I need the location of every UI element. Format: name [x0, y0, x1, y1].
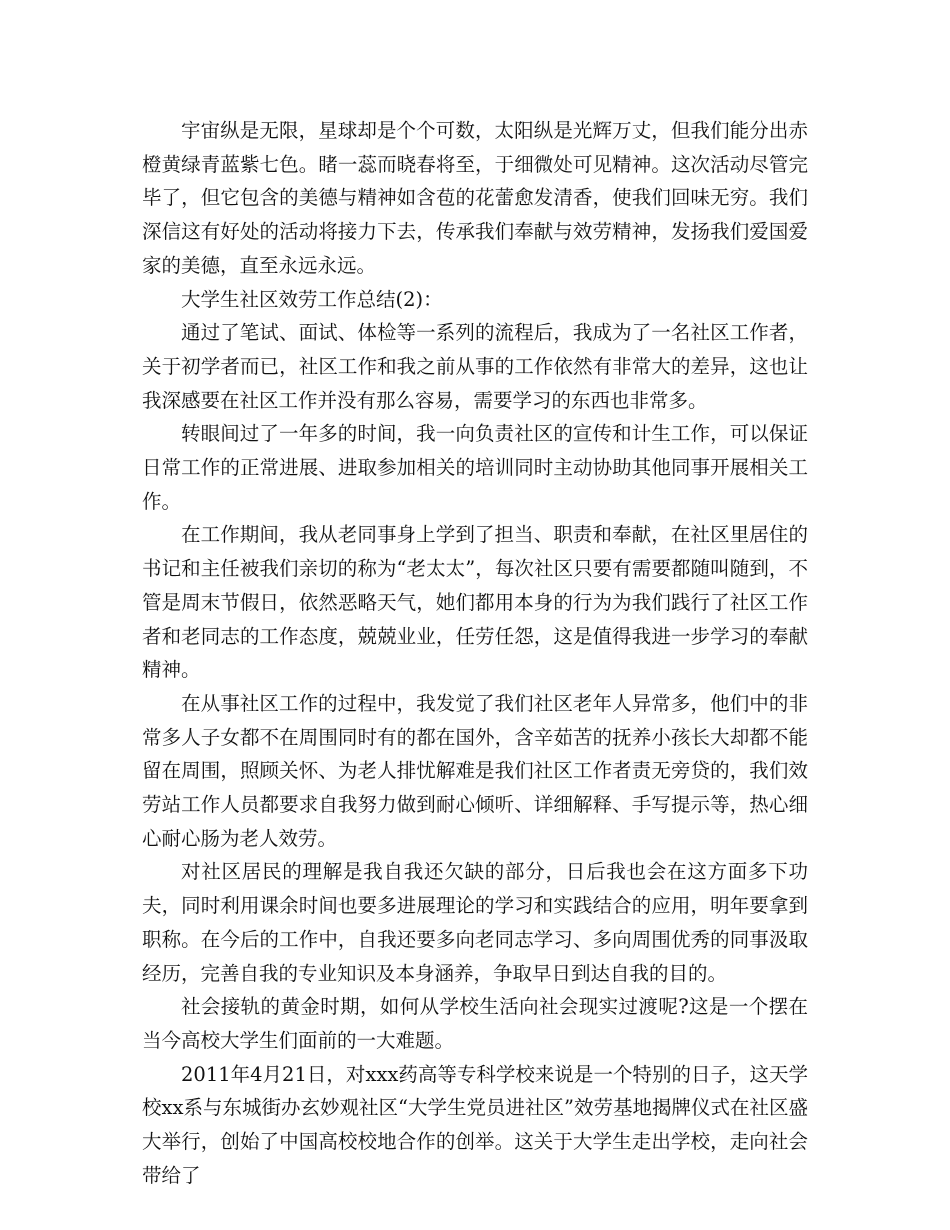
paragraph-transition: 社会接轨的黄金时期，如何从学校生活向社会现实过渡呢?这是一个摆在当今高校大学生们面前的一大难题。 — [142, 995, 808, 1052]
paragraph-becoming-worker: 通过了笔试、面试、体检等一系列的流程后，我成为了一名社区工作者，关于初学者而已，社区工作和我之前从事的工作依然有非常大的差异，这也让我深感要在社区工作并没有那么容易，需要学习的东西也非常多。 — [142, 321, 808, 412]
paragraph-self-improvement: 对社区居民的理解是我自我还欠缺的部分，日后我也会在这方面多下功夫，同时利用课余时间也要多进展理论的学习和实践结合的应用，明年要拿到职称。在今后的工作中，自我还要多向老同志学习、多向周围优秀的同事汲取经历，完善自我的专业知识及本身涵养，争取早日到达自我的目的。 — [142, 860, 808, 985]
document-body — [142, 114, 808, 1193]
paragraph-learning-colleagues: 在工作期间，我从老同事身上学到了担当、职责和奉献，在社区里居住的书记和主任被我们亲切的称为“老太太”，每次社区只要有需要都随叫随到，不管是周末节假日，依然恶略天气，她们都用本身的行为为我们践行了社区工作者和老同志的工作态度，兢兢业业，任劳任怨，这是值得我进一步学习的奉献精神。 — [142, 523, 808, 682]
section-heading: 大学生社区效劳工作总结(2)： — [181, 287, 443, 311]
paragraph-event-date: 2011年4月21日，对xxx药高等专科学校来说是一个特别的日子，这天学校xx系与东城街办玄妙观社区“大学生党员进社区”效劳基地揭牌仪式在社区盛大举行，创始了中国高校校地合作的创举。这关于大学生走出学校，走向社会带给了 — [142, 1062, 808, 1187]
paragraph-elderly-residents: 在从事社区工作的过程中，我发觉了我们社区老年人异常多，他们中的非常多人子女都不在周围同时有的都在国外，含辛茹苦的抚养小孩长大却都不能留在周围，照顾关怀、为老人排忧解难是我们社区工作者责无旁贷的，我们效劳站工作人员都要求自我努力做到耐心倾听、详细解释、手写提示等，热心细心耐心肠为老人效劳。 — [142, 691, 808, 850]
paragraph-space-metaphor: 宇宙纵是无限，星球却是个个可数，太阳纵是光辉万丈，但我们能分出赤橙黄绿青蓝紫七色。睹一蕊而晓春将至，于细微处可见精神。这次活动尽管完毕了，但它包含的美德与精神如含苞的花蕾愈发清香，使我们回味无穷。我们深信这有好处的活动将接力下去，传承我们奉献与效劳精神，发扬我们爱国爱家的美德，直至永远永远。 — [142, 119, 808, 277]
paragraph-one-year: 转眼间过了一年多的时间，我一向负责社区的宣传和计生工作，可以保证日常工作的正常进展、进取参加相关的培训同时主动协助其他同事开展相关工作。 — [142, 422, 808, 513]
